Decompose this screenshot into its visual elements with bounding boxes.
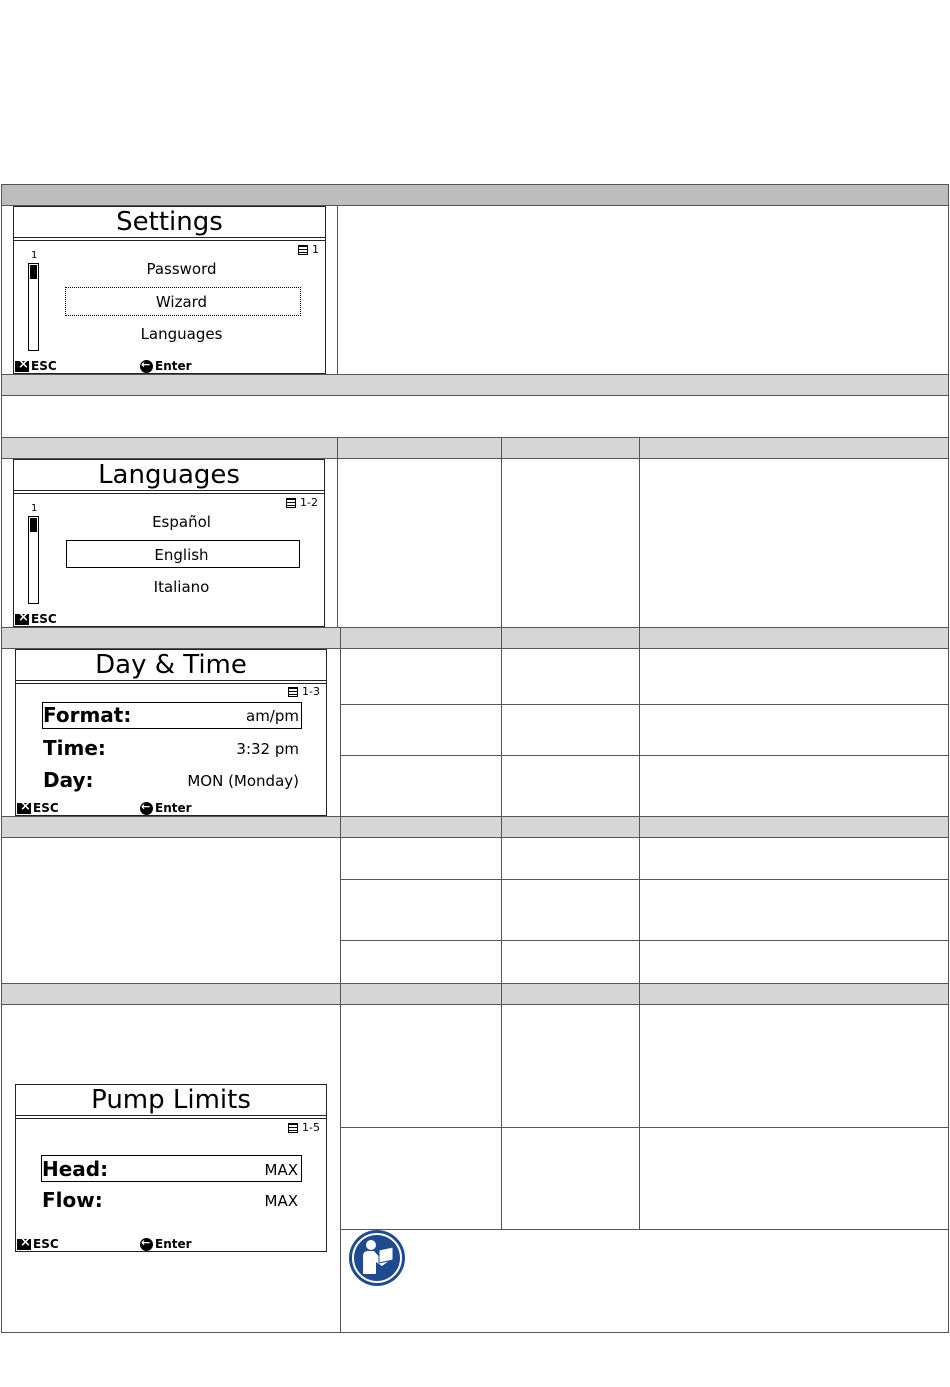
rule	[337, 205, 338, 374]
enter-button[interactable]: ← Enter	[140, 1237, 192, 1251]
head-label: Head:	[42, 1157, 109, 1181]
screen-title: Pump Limits	[91, 1085, 251, 1115]
screen-title: Day & Time	[95, 650, 247, 680]
scroll-position: 1	[31, 250, 38, 261]
enter-button[interactable]: ← Enter	[140, 801, 192, 815]
scroll-thumb[interactable]	[30, 265, 37, 279]
screen-title: Settings	[116, 207, 223, 237]
scroll-thumb[interactable]	[30, 518, 37, 532]
read-manual-icon	[349, 1230, 405, 1286]
scrollbar[interactable]	[28, 516, 39, 604]
languages-screen	[13, 459, 325, 627]
time-value: 3:32 pm	[236, 740, 299, 758]
section-bar-5	[1, 983, 949, 1004]
menu-item-password[interactable]: Password	[146, 260, 217, 278]
page-icon	[286, 498, 296, 508]
esc-icon	[17, 1239, 31, 1250]
esc-icon	[15, 614, 29, 625]
rule	[337, 437, 338, 627]
esc-button[interactable]: × ESC	[15, 359, 57, 373]
flow-label: Flow:	[42, 1188, 103, 1212]
enter-button[interactable]: ← Enter	[140, 359, 192, 373]
rule	[340, 940, 948, 941]
esc-button[interactable]: × ESC	[17, 801, 59, 815]
format-value: am/pm	[246, 707, 299, 725]
rule	[639, 437, 640, 627]
rule	[1, 437, 949, 438]
rule	[1, 983, 949, 984]
time-field[interactable]	[43, 736, 299, 760]
day-label: Day:	[43, 768, 94, 792]
page-icon	[288, 1123, 298, 1133]
rule	[340, 755, 948, 756]
esc-button[interactable]: × ESC	[17, 1237, 59, 1251]
head-value: MAX	[264, 1161, 298, 1179]
scrollbar[interactable]	[28, 263, 39, 351]
table-border-bottom	[1, 1332, 949, 1333]
enter-icon	[140, 360, 153, 373]
rule	[1, 627, 949, 628]
page-indicator: 1-2	[286, 496, 318, 509]
rule	[1, 816, 949, 817]
rule	[340, 704, 948, 705]
rule	[340, 627, 341, 1332]
page-indicator: 1-5	[288, 1121, 320, 1134]
section-bar-1	[1, 374, 949, 395]
screen-title: Languages	[98, 460, 240, 490]
table-border-right	[948, 184, 949, 1333]
time-label: Time:	[43, 736, 106, 760]
rule	[1, 395, 949, 396]
rule	[340, 879, 948, 880]
read-manual-icon-graphic	[349, 1230, 405, 1286]
pump-limits-screen	[15, 1084, 327, 1252]
rule	[501, 627, 502, 1229]
page-indicator: 1	[298, 243, 319, 256]
esc-icon	[17, 803, 31, 814]
menu-item-italiano[interactable]: Italiano	[153, 578, 210, 596]
flow-value: MAX	[264, 1192, 298, 1210]
enter-icon	[140, 1238, 153, 1251]
page-icon	[298, 245, 308, 255]
menu-item-english[interactable]: English	[154, 546, 209, 564]
section-bar-2	[1, 437, 949, 458]
day-value: MON (Monday)	[187, 772, 299, 790]
menu-item-espanol[interactable]: Español	[152, 513, 211, 531]
section-bar-4	[1, 816, 949, 837]
esc-icon	[15, 361, 29, 372]
section-bar-3	[1, 627, 949, 648]
menu-item-languages[interactable]: Languages	[140, 325, 223, 343]
rule	[340, 1127, 948, 1128]
scroll-position: 1	[31, 503, 38, 514]
rule	[1, 837, 949, 838]
table-border-left	[1, 184, 2, 1333]
enter-icon	[140, 802, 153, 815]
rule	[639, 627, 640, 1229]
page-indicator: 1-3	[288, 685, 320, 698]
day-field[interactable]	[43, 768, 299, 792]
page-icon	[288, 687, 298, 697]
esc-button[interactable]: × ESC	[15, 612, 57, 626]
rule	[340, 1229, 948, 1230]
head-field[interactable]	[42, 1157, 298, 1181]
table-border-top	[1, 184, 949, 185]
rule	[1, 1004, 949, 1005]
format-field[interactable]	[43, 703, 299, 727]
menu-item-wizard[interactable]: Wizard	[155, 293, 208, 311]
day-time-screen	[15, 649, 327, 816]
table-header-bar	[1, 184, 949, 205]
rule	[1, 374, 949, 375]
rule	[501, 437, 502, 627]
settings-screen	[13, 206, 326, 374]
format-label: Format:	[43, 703, 132, 727]
flow-field[interactable]	[42, 1188, 298, 1212]
